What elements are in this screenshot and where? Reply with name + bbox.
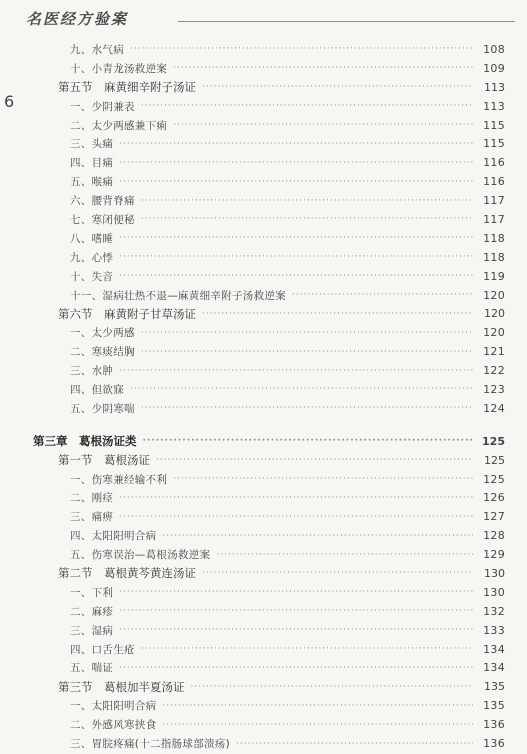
- toc-entry-page: 132: [483, 604, 505, 618]
- toc-entry-page: 120: [483, 326, 505, 340]
- toc-entry-page: 116: [483, 175, 505, 189]
- toc-leader-dots: [162, 701, 473, 711]
- toc-leader-dots: [202, 82, 473, 92]
- toc-leader-dots: [216, 550, 473, 560]
- toc-entry-title: 五、伤寒误治—葛根汤救逆案: [70, 549, 211, 562]
- toc-sub-entry[interactable]: [0, 323, 527, 342]
- toc-sub-entry[interactable]: [0, 399, 527, 418]
- toc-entry-title: 七、寒闭便秘: [70, 213, 135, 226]
- header-rule: [178, 21, 515, 22]
- toc-sub-entry[interactable]: [0, 248, 527, 267]
- toc-entry-page: 117: [483, 212, 505, 226]
- toc-leader-dots: [162, 720, 473, 730]
- toc-sub-entry[interactable]: [0, 267, 527, 286]
- toc-entry-page: 129: [483, 548, 505, 562]
- toc-entry-title: 一、伤寒兼经输不利: [70, 473, 168, 486]
- toc-entry-page: 116: [483, 156, 505, 170]
- toc-leader-dots: [141, 101, 473, 111]
- toc-entry-title: 六、腰背脊痛: [70, 195, 135, 208]
- toc-leader-dots: [119, 587, 473, 597]
- toc-sub-entry[interactable]: [0, 172, 527, 191]
- toc-entry-page: 125: [482, 434, 505, 448]
- toc-leader-dots: [130, 384, 473, 394]
- toc-entry-title: 九、心悸: [70, 251, 114, 264]
- toc-leader-dots: [173, 474, 473, 484]
- toc-leader-dots: [119, 271, 473, 281]
- toc-entry-title: 九、水气病: [70, 43, 124, 56]
- toc-sub-entry[interactable]: [0, 40, 527, 59]
- toc-entry-title: 五、喉痛: [70, 176, 114, 189]
- toc-leader-dots: [202, 568, 473, 578]
- toc-sub-entry[interactable]: [0, 116, 527, 135]
- toc-sub-entry[interactable]: [0, 583, 527, 602]
- toc-leader-dots: [191, 682, 474, 692]
- toc-sub-entry[interactable]: [0, 526, 527, 545]
- toc-entry-title: 第六节 麻黄附子甘草汤证: [58, 306, 196, 321]
- toc-entry-title: 二、太少两感兼下痢: [70, 119, 168, 132]
- page-header-title: 名医经方验案: [26, 10, 129, 28]
- toc-leader-dots: [292, 290, 473, 300]
- toc-leader-dots: [173, 120, 473, 130]
- toc-entry-title: 三、胃脘疼痛(十二指肠球部溃疡): [70, 738, 230, 750]
- toc-entry-page: 125: [484, 453, 505, 467]
- toc-entry-page: 135: [484, 680, 505, 694]
- toc-entry-page: 127: [483, 510, 505, 524]
- toc-entry-page: 113: [483, 99, 505, 113]
- toc-leader-dots: [119, 366, 473, 376]
- toc-entry-title: 八、嗜睡: [70, 232, 114, 245]
- toc-entry-title: 三、湿病: [70, 624, 114, 637]
- toc-entry-page: 118: [483, 231, 505, 245]
- toc-entry-title: 五、喘证: [70, 662, 114, 675]
- toc-leader-dots: [130, 44, 473, 54]
- toc-leader-dots: [119, 158, 473, 168]
- toc-gap: [0, 418, 527, 432]
- toc-entry-title: 十、失音: [70, 270, 114, 283]
- toc-entry-page: 136: [483, 737, 505, 750]
- toc-entry-title: 四、但欲寐: [70, 383, 124, 396]
- toc-entry-page: 133: [483, 623, 505, 637]
- toc-entry-title: 二、麻疹: [70, 605, 114, 618]
- toc-entry-page: 135: [483, 699, 505, 713]
- toc-sub-entry[interactable]: [0, 97, 527, 116]
- toc-chapter-entry[interactable]: [0, 432, 527, 451]
- toc-sub-entry[interactable]: [0, 545, 527, 564]
- toc-entry-page: 113: [484, 80, 505, 94]
- toc-leader-dots: [156, 455, 473, 465]
- toc-entry-title: 二、外感风寒挟食: [70, 719, 157, 732]
- toc-sub-entry[interactable]: [0, 659, 527, 678]
- toc-sub-entry[interactable]: [0, 640, 527, 659]
- toc-leader-dots: [119, 512, 473, 522]
- toc-sub-entry[interactable]: [0, 342, 527, 361]
- toc-section-entry[interactable]: [0, 564, 527, 583]
- toc-entry-page: 126: [483, 491, 505, 505]
- toc-entry-title: 四、口舌生疮: [70, 643, 135, 656]
- toc-entry-title: 三、头痛: [70, 138, 114, 151]
- toc-entry-title: 二、刚痉: [70, 492, 114, 505]
- toc-entry-page: 109: [483, 61, 505, 75]
- toc-sub-entry[interactable]: [0, 59, 527, 78]
- toc-leader-dots: [141, 347, 473, 357]
- toc-leader-dots: [141, 328, 473, 338]
- toc-leader-dots: [119, 663, 473, 673]
- toc-sub-entry[interactable]: [0, 621, 527, 640]
- toc-sub-entry[interactable]: [0, 286, 527, 305]
- toc-sub-entry[interactable]: [0, 153, 527, 172]
- toc-section-entry[interactable]: [0, 677, 527, 696]
- side-page-number: 6: [4, 92, 15, 111]
- toc-entry-page: 117: [483, 194, 505, 208]
- toc-entry-title: 四、太阳阳明合病: [70, 530, 157, 543]
- toc-sub-entry[interactable]: [0, 602, 527, 621]
- toc-entry-page: 130: [484, 566, 505, 580]
- toc-entry-page: 136: [483, 718, 505, 732]
- toc-leader-dots: [202, 309, 473, 319]
- toc-entry-page: 124: [483, 401, 505, 415]
- toc-entry-page: 130: [483, 585, 505, 599]
- toc-entry-page: 118: [483, 250, 505, 264]
- toc-entry-page: 119: [483, 269, 505, 283]
- toc-sub-entry[interactable]: [0, 229, 527, 248]
- toc-entry-page: 123: [483, 382, 505, 396]
- toc-entry-title: 十一、湿病壮热不退—麻黄细辛附子汤救逆案: [70, 289, 286, 302]
- toc-entry-title: 一、太少两感: [70, 327, 135, 340]
- toc-sub-entry[interactable]: [0, 210, 527, 229]
- toc-entry-title: 三、痛痹: [70, 511, 114, 524]
- toc-entry-page: 115: [483, 118, 505, 132]
- toc-leader-dots: [143, 436, 474, 446]
- toc-entry-title: 十、小青龙汤救逆案: [70, 62, 168, 75]
- toc-entry-page: 120: [483, 288, 505, 302]
- toc-leader-dots: [119, 493, 473, 503]
- toc-entry-title: 第二节 葛根黄芩黄连汤证: [58, 566, 196, 581]
- toc-sub-entry[interactable]: [0, 488, 527, 507]
- toc-section-entry[interactable]: [0, 451, 527, 470]
- toc-entry-title: 五、少阴寒喘: [70, 402, 135, 415]
- toc-leader-dots: [141, 403, 473, 413]
- toc-sub-entry[interactable]: [0, 191, 527, 210]
- toc-entry-page: 121: [483, 345, 505, 359]
- toc-entry-title: 一、少阴兼表: [70, 100, 135, 113]
- toc-entry-page: 108: [483, 42, 505, 56]
- toc-entry-page: 128: [483, 529, 505, 543]
- toc-leader-dots: [119, 139, 473, 149]
- toc-entry-title: 第三节 葛根加半夏汤证: [58, 679, 185, 694]
- toc-sub-entry[interactable]: [0, 715, 527, 734]
- toc-entry-page: 122: [483, 364, 505, 378]
- toc-leader-dots: [119, 606, 473, 616]
- toc-sub-entry[interactable]: [0, 361, 527, 380]
- toc-entry-page: 134: [483, 642, 505, 656]
- toc-sub-entry[interactable]: [0, 470, 527, 489]
- toc-entry-page: 125: [483, 472, 505, 486]
- toc-leader-dots: [119, 233, 473, 243]
- table-of-contents: [0, 40, 527, 753]
- toc-leader-dots: [236, 739, 473, 749]
- toc-leader-dots: [141, 644, 473, 654]
- toc-leader-dots: [119, 625, 473, 635]
- toc-entry-title: 第五节 麻黄细辛附子汤证: [58, 80, 196, 95]
- toc-entry-title: 一、太阳阳明合病: [70, 700, 157, 713]
- toc-leader-dots: [119, 252, 473, 262]
- toc-entry-title: 第一节 葛根汤证: [58, 453, 150, 468]
- toc-leader-dots: [141, 196, 473, 206]
- toc-section-entry[interactable]: [0, 304, 527, 323]
- toc-entry-title: 第三章 葛根汤证类: [33, 434, 137, 449]
- toc-leader-dots: [119, 177, 473, 187]
- toc-entry-page: 115: [483, 137, 505, 151]
- toc-entry-title: 三、水肿: [70, 365, 114, 378]
- toc-sub-entry[interactable]: [0, 380, 527, 399]
- toc-entry-page: 134: [483, 661, 505, 675]
- toc-leader-dots: [173, 63, 473, 73]
- toc-sub-entry[interactable]: [0, 134, 527, 153]
- toc-section-entry[interactable]: [0, 78, 527, 97]
- toc-leader-dots: [162, 531, 473, 541]
- toc-sub-entry[interactable]: [0, 507, 527, 526]
- toc-leader-dots: [141, 214, 473, 224]
- toc-entry-title: 一、下利: [70, 586, 114, 599]
- toc-sub-entry[interactable]: [0, 734, 527, 753]
- toc-entry-title: 二、寒痰结胸: [70, 346, 135, 359]
- toc-sub-entry[interactable]: [0, 696, 527, 715]
- toc-entry-page: 120: [484, 307, 505, 321]
- toc-entry-title: 四、目痛: [70, 157, 114, 170]
